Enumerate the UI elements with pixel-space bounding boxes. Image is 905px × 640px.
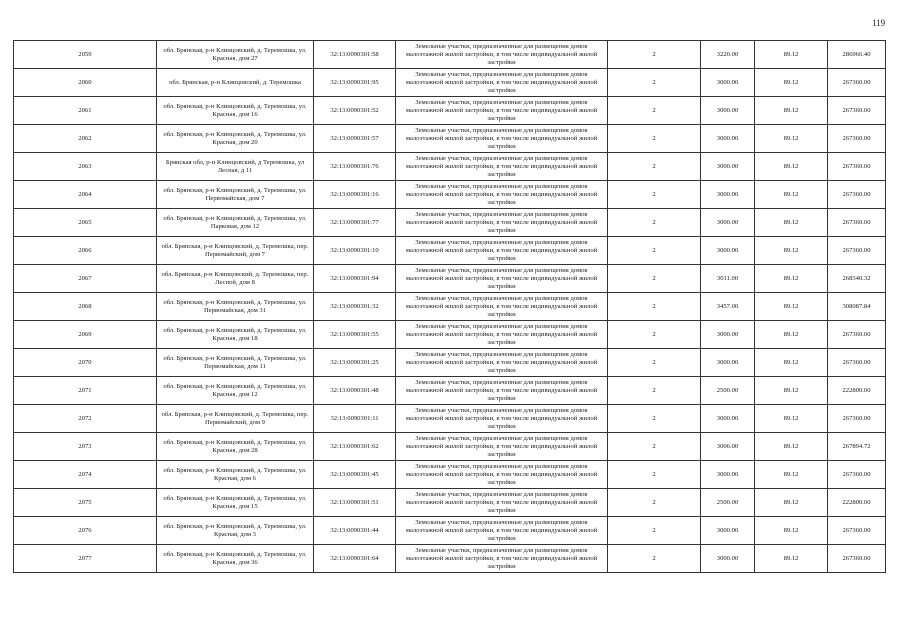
table-row bbox=[14, 69, 886, 97]
land-use-cell: Земельные участки, предназначенные для размещения домов малоэтажной жилой застройки, в том числе индивидуальной жилой застройки bbox=[396, 41, 608, 69]
specific-value-cell: 89.12 bbox=[755, 545, 828, 573]
area-cell: 3220.00 bbox=[701, 41, 755, 69]
group-code-cell: 2 bbox=[608, 405, 701, 433]
address-cell: обл. Брянская, р-н Клинцовский, д. Теремошка, пер. Первомайский, дом 7 bbox=[157, 237, 314, 265]
table-row bbox=[14, 517, 886, 545]
table-row bbox=[14, 153, 886, 181]
specific-value-cell: 89.12 bbox=[755, 377, 828, 405]
land-use-cell: Земельные участки, предназначенные для размещения домов малоэтажной жилой застройки, в том числе индивидуальной жилой застройки bbox=[396, 433, 608, 461]
area-cell: 3000.00 bbox=[701, 97, 755, 125]
row-number-cell: 2064 bbox=[14, 181, 157, 209]
cadastral-value-cell: 268340.32 bbox=[828, 265, 886, 293]
row-number-cell: 2071 bbox=[14, 377, 157, 405]
address-cell: Брянская обл, р-н Клинцовский, д Теремошка, ул Лесная, д 11 bbox=[157, 153, 314, 181]
cadastral-value-cell: 267360.00 bbox=[828, 181, 886, 209]
land-use-cell: Земельные участки, предназначенные для размещения домов малоэтажной жилой застройки, в том числе индивидуальной жилой застройки bbox=[396, 321, 608, 349]
specific-value-cell: 89.12 bbox=[755, 405, 828, 433]
cadastral-value-cell: 267360.00 bbox=[828, 321, 886, 349]
cadastral-value-cell: 267360.00 bbox=[828, 209, 886, 237]
cadastral-value-cell: 267894.72 bbox=[828, 433, 886, 461]
land-use-cell: Земельные участки, предназначенные для размещения домов малоэтажной жилой застройки, в том числе индивидуальной жилой застройки bbox=[396, 97, 608, 125]
address-cell: обл. Брянская, р-н Клинцовский, д. Теремошка, ул. Красная, дом 20 bbox=[157, 125, 314, 153]
table-row bbox=[14, 97, 886, 125]
cadastral-value-cell: 267360.00 bbox=[828, 349, 886, 377]
table-row bbox=[14, 321, 886, 349]
group-code-cell: 2 bbox=[608, 433, 701, 461]
row-number-cell: 2072 bbox=[14, 405, 157, 433]
area-cell: 2500.00 bbox=[701, 377, 755, 405]
area-cell: 3000.00 bbox=[701, 461, 755, 489]
table-body bbox=[14, 41, 886, 573]
cadastral-number-cell: 32:13:0090301:16 bbox=[314, 181, 396, 209]
group-code-cell: 2 bbox=[608, 41, 701, 69]
cadastral-number-cell: 32:13:0090301:51 bbox=[314, 489, 396, 517]
address-cell: обл. Брянская, р-н Клинцовский, д. Теремошка, ул. Красная, дом 16 bbox=[157, 97, 314, 125]
specific-value-cell: 89.12 bbox=[755, 265, 828, 293]
land-use-cell: Земельные участки, предназначенные для размещения домов малоэтажной жилой застройки, в том числе индивидуальной жилой застройки bbox=[396, 349, 608, 377]
group-code-cell: 2 bbox=[608, 517, 701, 545]
specific-value-cell: 89.12 bbox=[755, 461, 828, 489]
specific-value-cell: 89.12 bbox=[755, 489, 828, 517]
specific-value-cell: 89.12 bbox=[755, 293, 828, 321]
land-use-cell: Земельные участки, предназначенные для размещения домов малоэтажной жилой застройки, в том числе индивидуальной жилой застройки bbox=[396, 405, 608, 433]
row-number-cell: 2059 bbox=[14, 41, 157, 69]
table-row bbox=[14, 377, 886, 405]
cadastral-number-cell: 32:13:0090301:32 bbox=[314, 293, 396, 321]
cadastral-value-cell: 267360.00 bbox=[828, 517, 886, 545]
specific-value-cell: 89.12 bbox=[755, 237, 828, 265]
specific-value-cell: 89.12 bbox=[755, 181, 828, 209]
cadastral-number-cell: 32:13:0090301:57 bbox=[314, 125, 396, 153]
land-use-cell: Земельные участки, предназначенные для размещения домов малоэтажной жилой застройки, в том числе индивидуальной жилой застройки bbox=[396, 377, 608, 405]
address-cell: обл. Брянская, р-н Клинцовский, д. Теремошка, ул. Парковая, дом 12 bbox=[157, 209, 314, 237]
group-code-cell: 2 bbox=[608, 153, 701, 181]
cadastral-value-cell: 267360.00 bbox=[828, 69, 886, 97]
cadastral-value-cell: 267360.00 bbox=[828, 237, 886, 265]
cadastral-number-cell: 32:13:0090301:11 bbox=[314, 405, 396, 433]
row-number-cell: 2069 bbox=[14, 321, 157, 349]
address-cell: обл. Брянская, р-н Клинцовский, д. Теремошка, ул. Красная, дом 36 bbox=[157, 545, 314, 573]
table-row bbox=[14, 293, 886, 321]
cadastral-number-cell: 32:13:0090301:10 bbox=[314, 237, 396, 265]
cadastral-value-cell: 267360.00 bbox=[828, 405, 886, 433]
row-number-cell: 2076 bbox=[14, 517, 157, 545]
specific-value-cell: 89.12 bbox=[755, 321, 828, 349]
specific-value-cell: 89.12 bbox=[755, 97, 828, 125]
area-cell: 3006.00 bbox=[701, 433, 755, 461]
group-code-cell: 2 bbox=[608, 461, 701, 489]
table-row bbox=[14, 237, 886, 265]
cadastral-number-cell: 32:13:0090301:48 bbox=[314, 377, 396, 405]
cadastral-value-cell: 267360.00 bbox=[828, 461, 886, 489]
row-number-cell: 2066 bbox=[14, 237, 157, 265]
cadastral-number-cell: 32:13:0090301:58 bbox=[314, 41, 396, 69]
cadastral-number-cell: 32:13:0090301:62 bbox=[314, 433, 396, 461]
group-code-cell: 2 bbox=[608, 265, 701, 293]
group-code-cell: 2 bbox=[608, 209, 701, 237]
area-cell: 3011.00 bbox=[701, 265, 755, 293]
group-code-cell: 2 bbox=[608, 377, 701, 405]
row-number-cell: 2063 bbox=[14, 153, 157, 181]
group-code-cell: 2 bbox=[608, 545, 701, 573]
row-number-cell: 2074 bbox=[14, 461, 157, 489]
cadastral-value-cell: 267360.00 bbox=[828, 97, 886, 125]
land-use-cell: Земельные участки, предназначенные для размещения домов малоэтажной жилой застройки, в том числе индивидуальной жилой застройки bbox=[396, 517, 608, 545]
row-number-cell: 2077 bbox=[14, 545, 157, 573]
area-cell: 3000.00 bbox=[701, 321, 755, 349]
address-cell: обл. Брянская, р-н Клинцовский, д. Теремошка bbox=[157, 69, 314, 97]
land-use-cell: Земельные участки, предназначенные для размещения домов малоэтажной жилой застройки, в том числе индивидуальной жилой застройки bbox=[396, 461, 608, 489]
cadastral-value-cell: 267360.00 bbox=[828, 545, 886, 573]
address-cell: обл. Брянская, р-н Клинцовский, д. Теремошка, пер. Лесной, дом 8 bbox=[157, 265, 314, 293]
group-code-cell: 2 bbox=[608, 237, 701, 265]
cadastral-number-cell: 32:13:0090301:45 bbox=[314, 461, 396, 489]
group-code-cell: 2 bbox=[608, 181, 701, 209]
specific-value-cell: 89.12 bbox=[755, 153, 828, 181]
group-code-cell: 2 bbox=[608, 489, 701, 517]
area-cell: 3000.00 bbox=[701, 153, 755, 181]
row-number-cell: 2061 bbox=[14, 97, 157, 125]
land-use-cell: Земельные участки, предназначенные для размещения домов малоэтажной жилой застройки, в том числе индивидуальной жилой застройки bbox=[396, 125, 608, 153]
specific-value-cell: 89.12 bbox=[755, 517, 828, 545]
address-cell: обл. Брянская, р-н Клинцовский, д. Теремошка, ул. Первомайская, дом 31 bbox=[157, 293, 314, 321]
specific-value-cell: 89.12 bbox=[755, 41, 828, 69]
group-code-cell: 2 bbox=[608, 321, 701, 349]
address-cell: обл. Брянская, р-н Клинцовский, д. Теремошка, пер. Первомайский, дом 9 bbox=[157, 405, 314, 433]
group-code-cell: 2 bbox=[608, 97, 701, 125]
specific-value-cell: 89.12 bbox=[755, 349, 828, 377]
group-code-cell: 2 bbox=[608, 125, 701, 153]
land-registry-table bbox=[13, 40, 886, 573]
address-cell: обл. Брянская, р-н Клинцовский, д. Теремошка, ул. Красная, дом 12 bbox=[157, 377, 314, 405]
table-row bbox=[14, 209, 886, 237]
address-cell: обл. Брянская, р-н Клинцовский, д. Теремошка, ул. Красная, дом 6 bbox=[157, 461, 314, 489]
area-cell: 3000.00 bbox=[701, 517, 755, 545]
area-cell: 3000.00 bbox=[701, 405, 755, 433]
table-row bbox=[14, 433, 886, 461]
address-cell: обл. Брянская, р-н Клинцовский, д. Теремошка, ул. Красная, дом 28 bbox=[157, 433, 314, 461]
cadastral-number-cell: 32:13:0090301:44 bbox=[314, 517, 396, 545]
land-use-cell: Земельные участки, предназначенные для размещения домов малоэтажной жилой застройки, в том числе индивидуальной жилой застройки bbox=[396, 489, 608, 517]
area-cell: 3000.00 bbox=[701, 545, 755, 573]
table-row bbox=[14, 41, 886, 69]
row-number-cell: 2073 bbox=[14, 433, 157, 461]
row-number-cell: 2070 bbox=[14, 349, 157, 377]
row-number-cell: 2067 bbox=[14, 265, 157, 293]
land-use-cell: Земельные участки, предназначенные для размещения домов малоэтажной жилой застройки, в том числе индивидуальной жилой застройки bbox=[396, 153, 608, 181]
specific-value-cell: 89.12 bbox=[755, 125, 828, 153]
area-cell: 2500.00 bbox=[701, 489, 755, 517]
page-number: 119 bbox=[872, 18, 886, 28]
area-cell: 3000.00 bbox=[701, 237, 755, 265]
group-code-cell: 2 bbox=[608, 69, 701, 97]
table-row bbox=[14, 461, 886, 489]
cadastral-value-cell: 308087.84 bbox=[828, 293, 886, 321]
table-row bbox=[14, 545, 886, 573]
group-code-cell: 2 bbox=[608, 349, 701, 377]
address-cell: обл. Брянская, р-н Клинцовский, д. Теремошка, ул. Красная, дом 15 bbox=[157, 489, 314, 517]
cadastral-value-cell: 222800.00 bbox=[828, 489, 886, 517]
row-number-cell: 2075 bbox=[14, 489, 157, 517]
cadastral-number-cell: 32:13:0090301:95 bbox=[314, 69, 396, 97]
row-number-cell: 2068 bbox=[14, 293, 157, 321]
area-cell: 3000.00 bbox=[701, 209, 755, 237]
address-cell: обл. Брянская, р-н Клинцовский, д. Теремошка, ул. Красная, дом 3 bbox=[157, 517, 314, 545]
land-use-cell: Земельные участки, предназначенные для размещения домов малоэтажной жилой застройки, в том числе индивидуальной жилой застройки bbox=[396, 181, 608, 209]
land-use-cell: Земельные участки, предназначенные для размещения домов малоэтажной жилой застройки, в том числе индивидуальной жилой застройки bbox=[396, 209, 608, 237]
cadastral-number-cell: 32:13:0090301:52 bbox=[314, 97, 396, 125]
table-row bbox=[14, 125, 886, 153]
address-cell: обл. Брянская, р-н Клинцовский, д. Теремошка, ул. Красная, дом 27 bbox=[157, 41, 314, 69]
cadastral-number-cell: 32:13:0090301:94 bbox=[314, 265, 396, 293]
cadastral-number-cell: 32:13:0090301:76 bbox=[314, 153, 396, 181]
area-cell: 3000.00 bbox=[701, 349, 755, 377]
group-code-cell: 2 bbox=[608, 293, 701, 321]
address-cell: обл. Брянская, р-н Клинцовский, д. Теремошка, ул. Первомайская, дом 7 bbox=[157, 181, 314, 209]
specific-value-cell: 89.12 bbox=[755, 209, 828, 237]
row-number-cell: 2060 bbox=[14, 69, 157, 97]
area-cell: 3000.00 bbox=[701, 69, 755, 97]
address-cell: обл. Брянская, р-н Клинцовский, д. Теремошка, ул. Красная, дом 18 bbox=[157, 321, 314, 349]
table-row bbox=[14, 489, 886, 517]
cadastral-number-cell: 32:13:0090301:77 bbox=[314, 209, 396, 237]
land-use-cell: Земельные участки, предназначенные для размещения домов малоэтажной жилой застройки, в том числе индивидуальной жилой застройки bbox=[396, 69, 608, 97]
cadastral-number-cell: 32:13:0090301:64 bbox=[314, 545, 396, 573]
table-row bbox=[14, 405, 886, 433]
cadastral-number-cell: 32:13:0090301:55 bbox=[314, 321, 396, 349]
row-number-cell: 2065 bbox=[14, 209, 157, 237]
cadastral-number-cell: 32:13:0090301:25 bbox=[314, 349, 396, 377]
specific-value-cell: 89.12 bbox=[755, 433, 828, 461]
specific-value-cell: 89.12 bbox=[755, 69, 828, 97]
cadastral-value-cell: 267360.00 bbox=[828, 125, 886, 153]
address-cell: обл. Брянская, р-н Клинцовский, д. Теремошка, ул. Первомайская, дом 11 bbox=[157, 349, 314, 377]
cadastral-value-cell: 286966.40 bbox=[828, 41, 886, 69]
area-cell: 3000.00 bbox=[701, 125, 755, 153]
land-use-cell: Земельные участки, предназначенные для размещения домов малоэтажной жилой застройки, в том числе индивидуальной жилой застройки bbox=[396, 265, 608, 293]
land-use-cell: Земельные участки, предназначенные для размещения домов малоэтажной жилой застройки, в том числе индивидуальной жилой застройки bbox=[396, 293, 608, 321]
land-use-cell: Земельные участки, предназначенные для размещения домов малоэтажной жилой застройки, в том числе индивидуальной жилой застройки bbox=[396, 237, 608, 265]
land-use-cell: Земельные участки, предназначенные для размещения домов малоэтажной жилой застройки, в том числе индивидуальной жилой застройки bbox=[396, 545, 608, 573]
row-number-cell: 2062 bbox=[14, 125, 157, 153]
table-row bbox=[14, 265, 886, 293]
cadastral-value-cell: 267360.00 bbox=[828, 153, 886, 181]
table-row bbox=[14, 181, 886, 209]
cadastral-value-cell: 222800.00 bbox=[828, 377, 886, 405]
table-row bbox=[14, 349, 886, 377]
area-cell: 3457.00 bbox=[701, 293, 755, 321]
area-cell: 3000.00 bbox=[701, 181, 755, 209]
